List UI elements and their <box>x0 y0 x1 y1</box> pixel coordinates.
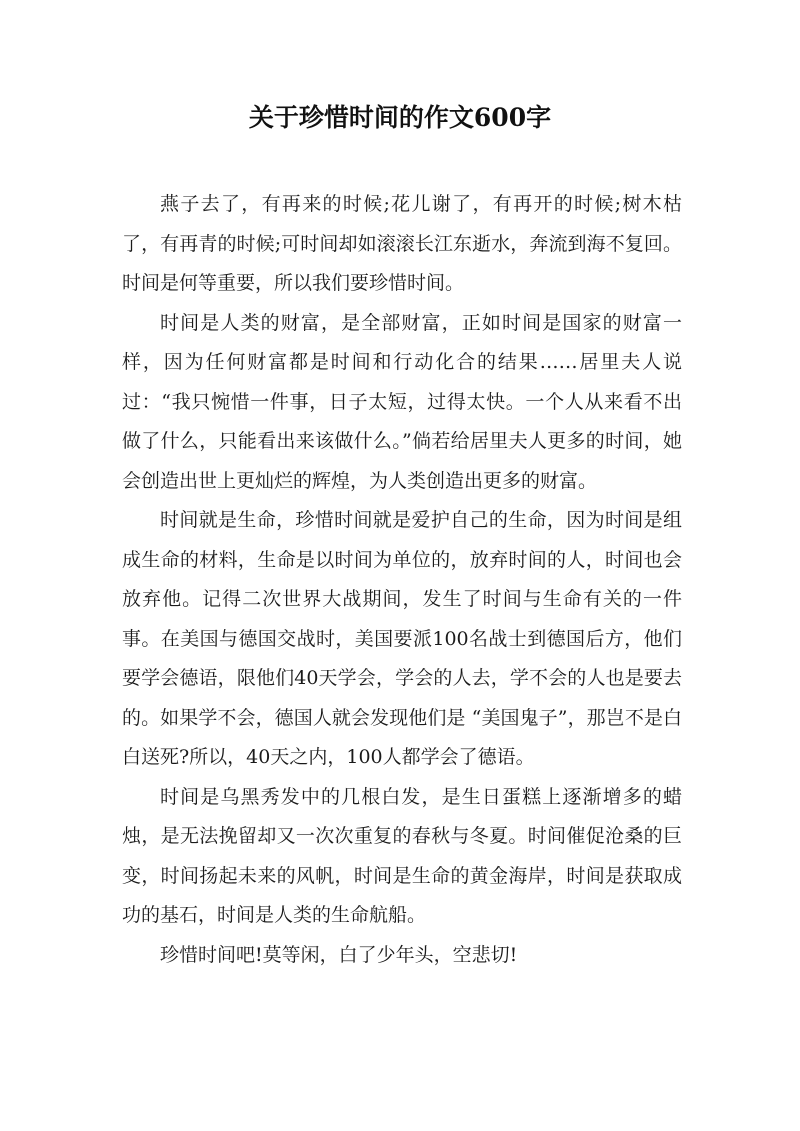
paragraph: 时间是人类的财富，是全部财富，正如时间是国家的财富一样，因为任何财富都是时间和行动化合的结果……居里夫人说过：“我只惋惜一件事，日子太短，过得太快。一个人从来看不出做了什么，只能看出来该做什么。”倘若给居里夫人更多的时间，她会创造出世上更灿烂的辉煌，为人类创造出更多的财富。 <box>122 311 682 492</box>
paragraph: 燕子去了，有再来的时候;花儿谢了，有再开的时候;树木枯了，有再青的时候;可时间却如滚滚长江东逝水，奔流到海不复回。时间是何等重要，所以我们要珍惜时间。 <box>122 193 682 294</box>
paragraph: 时间是乌黑秀发中的几根白发，是生日蛋糕上逐渐增多的蜡烛，是无法挽留却又一次次重复的春秋与冬夏。时间催促沧桑的巨变，时间扬起未来的风帆，时间是生命的黄金海岸，时间是获取成功的基石，时间是人类的生命航船。 <box>122 785 682 926</box>
document-title: 关于珍惜时间的作文600字 <box>248 103 552 132</box>
paragraph: 时间就是生命，珍惜时间就是爱护自己的生命，因为时间是组成生命的材料，生命是以时间为单位的，放弃时间的人，时间也会放弃他。记得二次世界大战期间，发生了时间与生命有关的一件事。在美国与德国交战时，美国要派100名战士到德国后方，他们要学会德语，限他们40天学会，学会的人去，学不会的人也是要去的。如果学不会，德国人就会发现他们是 “美国鬼子”，那岂不是白白送死?所以，40天之内，100人都学会了德语。 <box>122 509 682 768</box>
document-body <box>122 185 682 975</box>
paragraph: 珍惜时间吧!莫等闲，白了少年头，空悲切! <box>160 943 518 966</box>
